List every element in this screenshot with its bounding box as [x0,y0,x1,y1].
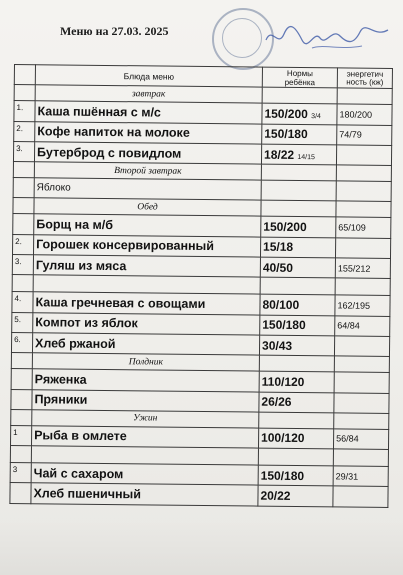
dish-name: Борщ на м/б [34,214,261,237]
row-number [11,369,32,390]
dish-energy: 155/212 [335,258,390,279]
dish-weight: 100/120 [258,428,333,449]
section-name: Второй завтрак [34,162,261,180]
dish-weight: 150/180 [262,124,337,145]
menu-table [9,64,393,508]
dish-name: Кофе напиток на молоке [35,121,262,144]
dish-weight: 15/18 [260,237,335,258]
dish-energy [334,372,389,393]
header-norm: Нормы ребёнка [262,67,337,88]
row-number: 3. [13,141,34,162]
page-shadow [0,520,403,575]
dish-weight: 150/180 [258,465,333,486]
dish-energy: 65/109 [336,217,391,238]
dish-energy: 162/195 [335,295,390,316]
dish-weight: 18/22 14/15 [261,144,336,165]
section-name: завтрак [35,85,262,103]
dish-name: Чай с сахаром [31,463,258,486]
dish-weight: 150/200 3/4 [262,103,337,124]
dish-row [10,483,388,508]
row-number [11,389,32,410]
dish-name: Горошек консервированный [34,234,261,257]
dish-name: Пряники [32,389,259,412]
dish-energy [334,392,389,413]
dish-name: Хлеб пшеничный [31,483,258,506]
dish-energy: 64/84 [335,316,390,337]
dish-energy [335,238,390,259]
row-number: 2. [14,121,35,142]
dish-name: Ряженка [32,369,259,392]
dish-name: Гуляш из мяса [33,255,260,278]
row-number [13,178,34,199]
section-name: Полдник [32,353,259,371]
row-number: 4. [12,292,33,313]
section-name: Ужин [32,410,259,428]
dish-energy: 56/84 [333,429,388,450]
row-number: 6. [11,332,32,353]
dish-name: Рыба в омлете [32,426,259,449]
row-number: 3 [10,463,31,484]
dish-weight: 20/22 [258,486,333,507]
dish-weight: 40/50 [260,257,335,278]
section-name: Обед [34,198,261,216]
dish-name: Каша гречневая с овощами [33,292,260,315]
dish-energy [333,486,388,507]
dish-weight [261,180,336,201]
row-number: 1. [14,101,35,122]
header-energy: энергетич ность (кж) [337,68,392,89]
row-number: 3. [12,255,33,276]
dish-energy [334,336,389,357]
dish-weight: 110/120 [259,371,334,392]
dish-weight: 80/100 [260,294,335,315]
dish-name: Каша пшённая с м/с [35,101,262,124]
dish-name: Яблоко [34,178,261,201]
dish-name: Хлеб ржаной [32,333,259,356]
row-number [10,483,31,504]
header-dishes: Блюда меню [35,65,262,88]
row-number: 1 [11,425,32,446]
row-number: 2. [13,234,34,255]
dish-weight: 26/26 [259,392,334,413]
dish-name: Компот из яблок [33,312,260,335]
approval-signature [262,18,392,54]
dish-weight: 30/43 [259,335,334,356]
dish-energy [336,145,391,166]
dish-name: Бутерброд с повидлом [34,142,261,165]
dish-weight: 150/180 [260,315,335,336]
dish-weight: 150/200 [261,217,336,238]
page-title: Меню на 27.03. 2025 [60,24,169,38]
row-number [13,214,34,235]
dish-energy: 180/200 [337,104,392,125]
row-number: 5. [12,312,33,333]
dish-energy [336,181,391,202]
dish-energy: 29/31 [333,466,388,487]
dish-energy: 74/79 [337,124,392,145]
